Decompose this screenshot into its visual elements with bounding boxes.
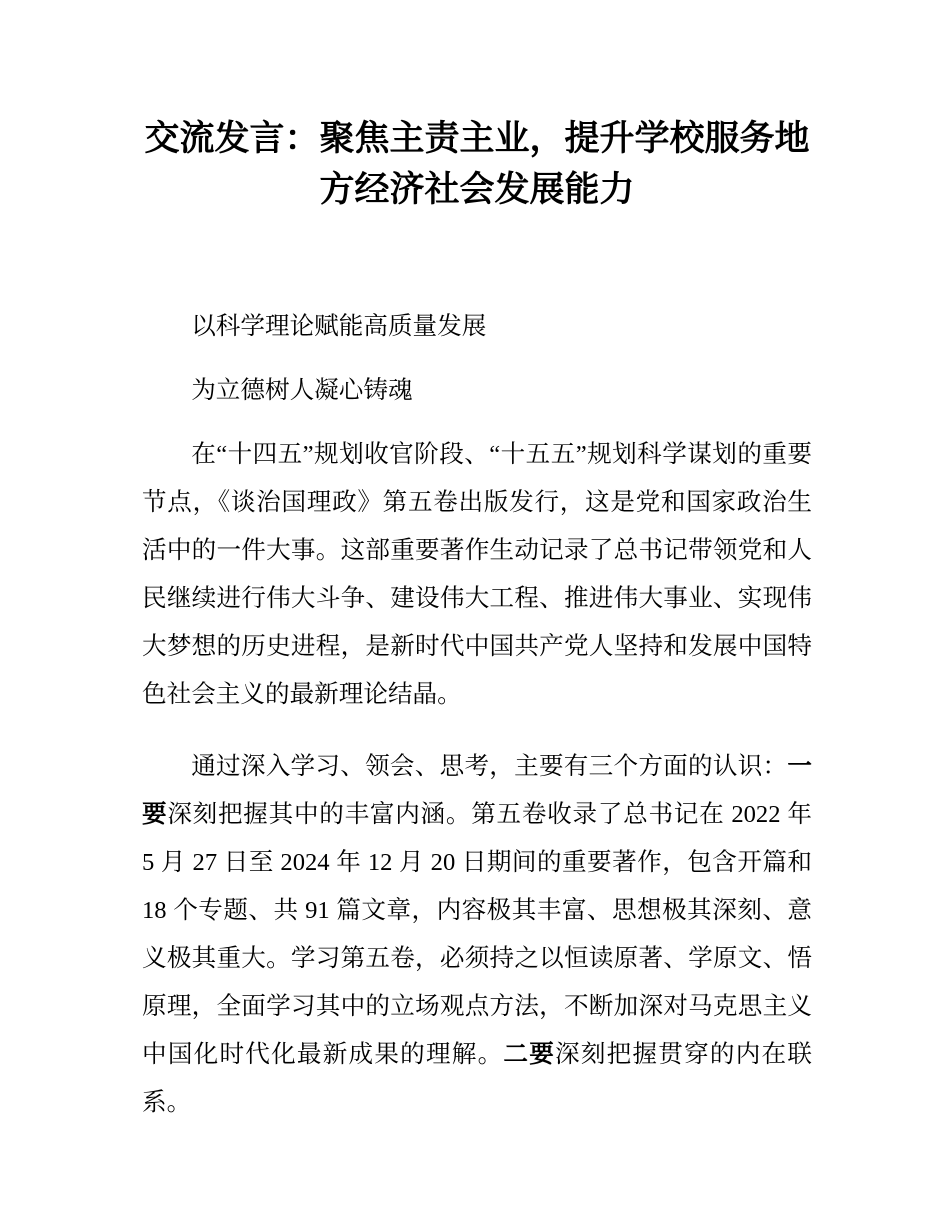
text-run: 深刻把握贯穿的内在联系。 — [142, 1041, 812, 1116]
document-title: 交流发言：聚焦主责主业，提升学校服务地方经济社会发展能力 — [144, 119, 810, 209]
document-body — [142, 431, 812, 1127]
text-run: 在“十四五”规划收官阶段、“十五五”规划科学谋划的重要节点，《谈治国理政》第五卷出版发行，这是党和国家政治生活中的一件大事。这部重要著作生动记录了总书记带领党和人民继续进行伟大斗争、建设伟大工程、推进伟大事业、实现伟大梦想的历史进程，是新时代中国共产党人坚持和发展中国特色社会主义的最新理论结晶。 — [142, 441, 812, 708]
body-paragraph — [142, 743, 812, 1127]
subtitle-line-2: 为立德树人凝心铸魂 — [191, 377, 413, 404]
text-run: 通过深入学习、领会、思考，主要有三个方面的认识： — [191, 753, 788, 780]
bold-text-run: 二要 — [503, 1041, 556, 1068]
bold-text-run: 一要 — [142, 753, 812, 828]
text-run: 深刻把握其中的丰富内涵。第五卷收录了总书记在 2022 年 5 月 27 日至 2024 年 12 月 20 日期间的重要著作，包含开篇和 18 个专题、共 91 篇文章，内容极其丰富、思想极其深刻、意义极其重大。学习第五卷，必须持之以恒读原著、学原文、悟原理，全面学习其中的立场观点方法，不断加深对马克思主义中国化时代化最新成果的理解。 — [142, 801, 812, 1068]
subtitle-line-1: 以科学理论赋能高质量发展 — [191, 313, 487, 340]
body-paragraph — [142, 431, 812, 719]
